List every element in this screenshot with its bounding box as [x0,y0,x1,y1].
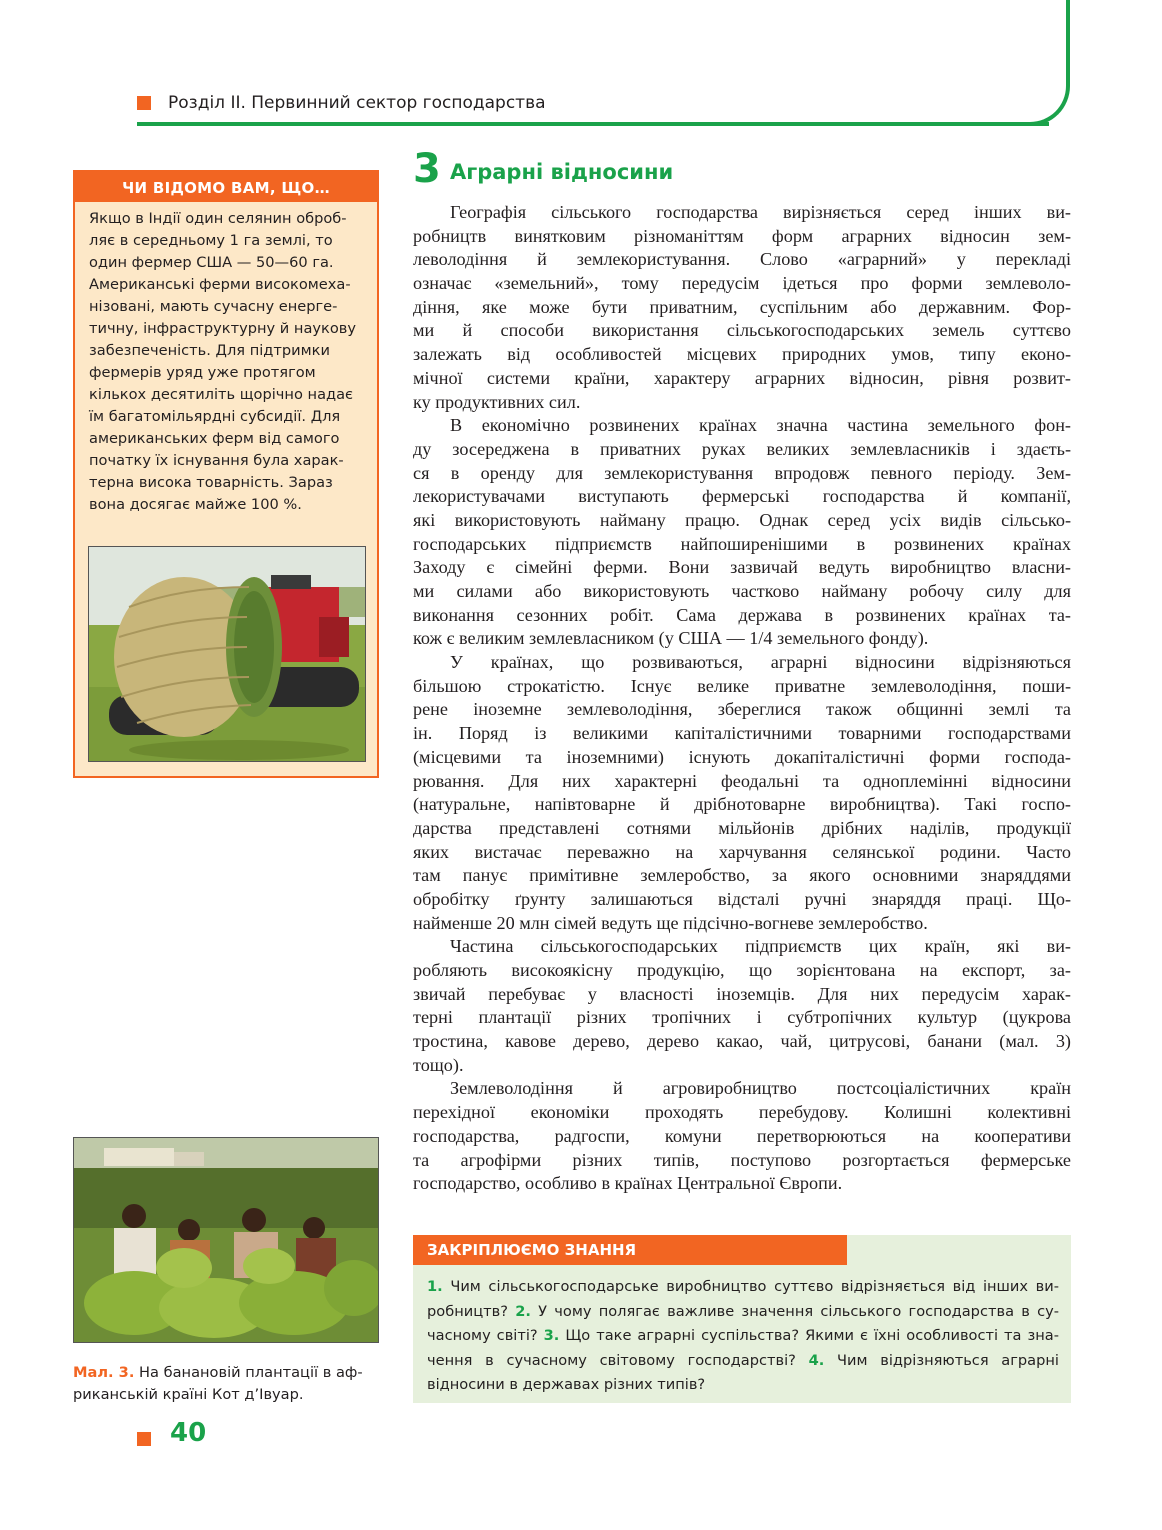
fact-line: тичну, інфраструктурну й наукову [89,320,357,337]
fact-line: Якщо в Індії один селянин оброб- [89,210,347,227]
body-line: кож є великим землевласником (у США — 1/4 земельного фонду). [413,628,929,649]
fact-line: один фермер США — 50—60 га. [89,254,334,271]
body-line: У країнах, що розвиваються, аграрні відносини відрізняються [450,652,1071,673]
question-number: 3. [543,1327,560,1344]
main-text [413,201,1071,1196]
question-text: робництв? [427,1302,516,1320]
fact-line: Американські ферми високомеха- [89,276,351,293]
body-line: яких вистачає переважно на харчування селянської родини. Часто [413,841,1071,862]
header-rule [137,122,1049,126]
body-line: перехідної економіки проходять перебудову. Колишні колективні [413,1102,1071,1123]
section-number: 3 [413,146,441,192]
body-line: (натуральне, напівтоварне й дрібнотоварне виробництва). Такі госпо- [413,794,1071,815]
fact-line: кількох десятиліть щорічно надає [89,386,354,403]
body-line: більшою строкатістю. Існує велике приватне землеволодіння, поши- [413,675,1071,696]
body-line: звичай перебуває у власності іноземців. Для них передусім харак- [413,983,1071,1004]
banana-plantation-photo [73,1137,379,1343]
body-line: залежать від особливостей місцевих природних умов, типу еконо- [413,344,1071,365]
fact-line: терна висока товарність. Зараз [89,474,333,491]
body-line: рювання. Для них характерні феодальні та одноплемінні відносини [413,770,1071,791]
question-text: чення в сучасному світовому господарстві? [427,1351,809,1369]
header-frame-curve [1000,0,1070,126]
hay-bale-tractor-photo [88,546,366,762]
body-line: робляють високоякісну продукцію, що зорієнтована на експорт, за- [413,960,1071,980]
body-line: В економічно розвинених країнах значна частина земельного фон- [450,415,1071,436]
page-number-bullet-icon [137,1432,151,1446]
body-line: Географія сільського господарства вирізняється серед інших ви- [450,202,1071,222]
body-line: терні плантації різних тропічних і субтропічних культур (цукрова [413,1007,1071,1028]
fact-line: їм багатомільярдні субсидії. Для [89,408,341,425]
body-line: дарства представлені сотнями мільйонів дрібних наділів, продукції [413,817,1071,838]
body-line: лекористувачами виступають фермерські господарства й компанії, [413,486,1071,507]
body-line: ми силами або використовують частково найману робочу силу для [413,581,1071,601]
question-number: 2. [515,1302,531,1320]
question-text: часному світі? [427,1327,544,1344]
body-line: господарських підприємств найпоширенішими в розвинених країнах [413,533,1071,554]
question-text: Чим відрізняються аграрні [824,1351,1059,1369]
body-line: та агрофірми різних типів, поступово розгортається фермерське [413,1149,1071,1170]
review-questions-box [413,1235,1071,1403]
body-line: обробітку ґрунту залишаються відсталі ручні знаряддя праці. Що- [413,888,1071,909]
body-line: господарство, особливо в країнах Центральної Європи. [413,1173,843,1194]
fact-line: початку їх існування була харак- [89,452,344,469]
body-line: мічної системи країни, характеру аграрних відносин, рівня розвит- [413,367,1071,388]
body-line: Землеволодіння й агровиробництво постсоціалістичних країн [450,1078,1071,1099]
did-you-know-text [89,208,369,516]
question-number: 1. [427,1278,443,1295]
body-line: ку продуктивних сил. [413,391,581,412]
body-line: означає «земельний», тому передусім ідеться про форми землеволо- [413,273,1071,294]
question-text: Чим сільськогосподарське виробництво суттєво відрізняється від інших ви- [442,1278,1059,1295]
body-line: (місцевими та іноземними) існують докапіталістичні форми господа- [413,746,1071,767]
did-you-know-box [73,170,379,778]
fact-line: американських ферм від самого [89,430,340,447]
fact-line: фермерів уряд уже протягом [89,364,316,381]
body-line: тощо). [413,1054,464,1075]
caption-line-2: риканській країні Кот д’Івуар. [73,1386,304,1403]
body-line: виконання сезонних робіт. Сама держава в розвинених країнах та- [413,604,1071,625]
header-bullet-icon [137,96,151,110]
body-line: ся в оренду для землекористування впродовж певного періоду. Зем- [413,462,1071,483]
review-questions [427,1275,1059,1398]
page-number: 40 [170,1418,207,1448]
body-line: ду зосереджена в приватних руках великих землевласників і здаєть- [413,438,1071,459]
body-line: Частина сільськогосподарських підприємств цих країн, які ви- [450,936,1071,957]
caption-line-1: На банановій плантації в аф- [134,1364,363,1381]
figure-caption [73,1362,379,1406]
body-line: робництв винятковим різноманіттям форм аграрних відносин зем- [413,225,1071,246]
question-number: 4. [808,1351,825,1369]
body-line: ін. Поряд із великими капіталістичними товарними господарствами [413,723,1071,744]
fact-line: нізовані, мають сучасну енерге- [89,298,338,315]
did-you-know-title: ЧИ ВІДОМО ВАМ, ЩО… [75,172,377,202]
body-line: леволодіння й землекористування. Слово «аграрний» у перекладі [413,249,1071,270]
figure-label: Мал. 3. [73,1364,135,1381]
question-text: У чому полягає важливе значення сільського господарства в су- [530,1302,1059,1320]
fact-line: ляє в середньому 1 га землі, то [89,232,333,249]
body-line: які використовують найману працю. Однак серед усіх видів сільсько- [413,509,1071,530]
question-text: відносини в державах різних типів? [427,1376,706,1393]
body-line: діння, яке може бути приватним, суспільним або державним. Фор- [413,296,1071,317]
running-header: Розділ ІІ. Первинний сектор господарства [168,93,546,113]
fact-line: вона досягає майже 100 %. [89,496,302,513]
fact-line: забезпеченість. Для підтримки [89,342,330,359]
body-line: тростина, кавове дерево, дерево какао, чай, цитрусові, банани (мал. 3) [413,1031,1071,1052]
body-line: найменше 20 млн сімей ведуть ще підсічно-вогневе землеробство. [413,912,928,933]
body-line: там панує примітивне землеробство, за якого основними знаряддями [413,865,1071,886]
question-text: Що таке аграрні суспільства? Якими є їхні особливості та зна- [559,1327,1059,1344]
section-title: Аграрні відносини [450,160,674,184]
body-line: ми й способи використання сільськогосподарських земель суттєво [413,320,1071,341]
body-line: господарства, радгоспи, комуни перетворюються на кооперативи [413,1125,1071,1146]
body-line: Заходу є сімейні ферми. Вони зазвичай ведуть виробництво власни- [413,557,1071,578]
review-title: ЗАКРІПЛЮЄМО ЗНАННЯ [413,1235,847,1265]
body-line: рене іноземне землеволодіння, збереглися також общинні землі та [413,699,1071,720]
